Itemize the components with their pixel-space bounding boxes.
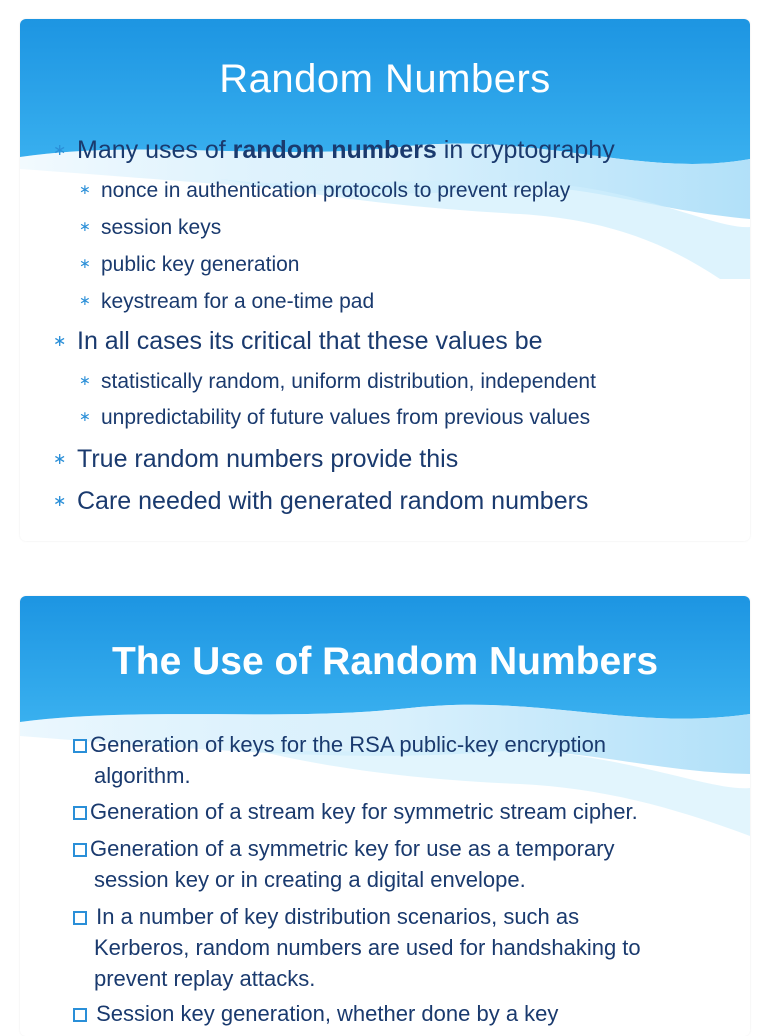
bullet-text: Many uses of xyxy=(77,136,233,164)
asterisk-bullet-icon: ∗ xyxy=(79,292,91,308)
bullet-text: In all cases its critical that these values be xyxy=(77,327,543,355)
bullet-text: unpredictability of future values from previous values xyxy=(101,406,591,429)
square-bullet-icon xyxy=(73,806,87,820)
bullet-bold-text: random numbers xyxy=(232,136,437,164)
bullet-text: statistically random, uniform distribution, independent xyxy=(101,370,596,393)
list-item-text: In a number of key distribution scenarios, such as xyxy=(90,904,580,929)
list-item-text: Generation of a symmetric key for use as a temporary xyxy=(90,836,615,861)
bullet-text: in cryptography xyxy=(436,136,615,164)
list-item xyxy=(73,729,723,791)
list-item-text: Generation of keys for the RSA public-key encryption xyxy=(90,732,607,757)
square-bullet-icon xyxy=(73,739,87,753)
list-item xyxy=(73,796,723,827)
asterisk-bullet-icon: ∗ xyxy=(79,372,91,388)
bullet-text: Care needed with generated random numbers xyxy=(77,487,589,515)
list-item-text: Kerberos, random numbers are used for handshaking to xyxy=(94,935,641,960)
list-item-text: algorithm. xyxy=(94,763,191,788)
asterisk-bullet-icon: ∗ xyxy=(79,255,91,271)
bullet-text: public key generation xyxy=(101,253,300,276)
page-title: Random Numbers xyxy=(219,57,551,101)
asterisk-bullet-icon: ∗ xyxy=(79,181,91,197)
bullet-text: keystream for a one-time pad xyxy=(101,290,375,313)
asterisk-bullet-icon: ∗ xyxy=(53,333,67,350)
square-bullet-icon xyxy=(73,1008,87,1022)
page-title: The Use of Random Numbers xyxy=(111,640,659,683)
list-item xyxy=(73,998,723,1029)
asterisk-bullet-icon: ∗ xyxy=(79,408,91,424)
bullet-text: session keys xyxy=(101,216,222,239)
asterisk-bullet-icon: ∗ xyxy=(53,451,67,468)
asterisk-bullet-icon: ∗ xyxy=(53,142,67,159)
square-bullet-icon xyxy=(73,843,87,857)
slide-use-of-random-numbers xyxy=(20,596,750,1036)
list-item-text: Generation of a stream key for symmetric stream cipher. xyxy=(90,799,638,824)
list-item-text: prevent replay attacks. xyxy=(94,966,316,991)
list-item-text: Session key generation, whether done by a key xyxy=(90,1001,559,1026)
square-bullet-icon xyxy=(73,911,87,925)
bullet-text: True random numbers provide this xyxy=(77,445,459,473)
bullet-text: nonce in authentication protocols to prevent replay xyxy=(101,179,571,202)
list-item xyxy=(73,833,723,895)
asterisk-bullet-icon: ∗ xyxy=(79,218,91,234)
list-item xyxy=(73,901,723,994)
list-item-text: session key or in creating a digital envelope. xyxy=(94,867,526,892)
slide-random-numbers xyxy=(20,19,750,541)
asterisk-bullet-icon: ∗ xyxy=(53,493,67,510)
